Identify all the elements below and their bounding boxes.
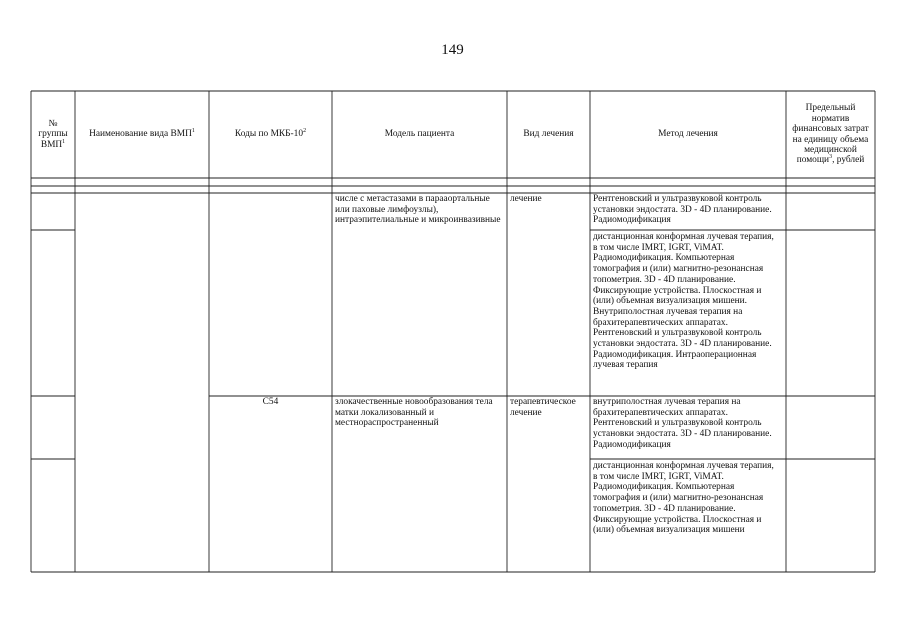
row1-method-a: Рентгеновский и ультразвуковой контроль установки эндостата. 3D - 4D планирование. Радиомодификация [593,194,772,226]
header-icd-codes: Коды по МКБ-$10^2$ [234,128,307,140]
header-vmp-name: Наименование вида ВМП$^1$ [89,128,195,140]
row2-method-a: внутриполостная лучевая терапия на брахитерапевтических аппаратах. Рентгеновский и ультразвуковой контроль установки эндостата. 3D - 4D планирование. Радиомодификация [593,397,772,450]
row1-treatment-type: лечение [510,194,542,204]
header-group-no: № группы ВМП$^1$ [38,118,68,150]
row2-treatment-type: терапевтическое лечение [510,397,576,418]
row1-method-b: дистанционная конформная лучевая терапия, в том числе IMRT, IGRT, ViMAT. Радиомодификация. Компьютерная томография и (или) магнитно-резонансная топометрия. 3D - 4D планирование. Фиксирующие устройства. Плоскостная и (или) объемная визуализация мишени. Внутриполостная лучевая терапия на брахитерапевтических аппаратах. Рентгеновский и ультразвуковой контроль установки эндостата. 3D - 4D планирование. Радиомодификация. Интраоперационная лучевая терапия [593,232,774,371]
row2-icd-code: C54 [262,397,279,407]
header-treatment-type: Вид лечения [523,129,574,140]
header-cost-norm: Предельный норматив финансовых затрат на единицу объема медицинской помощи$^3$, рублей [792,103,869,166]
header-patient-model: Модель пациента [384,129,455,140]
header-treatment-method: Метод лечения [658,129,718,140]
page-number: 149 [441,42,464,58]
row1-patient-model: числе с метастазами в парааортальные или паховые лимфоузлы), интраэпителиальные и микроинвазивные [335,194,501,226]
row2-method-b: дистанционная конформная лучевая терапия, в том числе IMRT, IGRT, ViMAT. Радиомодификация. Компьютерная томография и (или) магнитно-резонансная топометрия. 3D - 4D планирование. Фиксирующие устройства. Плоскостная и (или) объемная визуализация мишени [593,461,774,536]
row2-patient-model: злокачественные новообразования тела матки локализованный и местнораспространенный [335,397,493,429]
